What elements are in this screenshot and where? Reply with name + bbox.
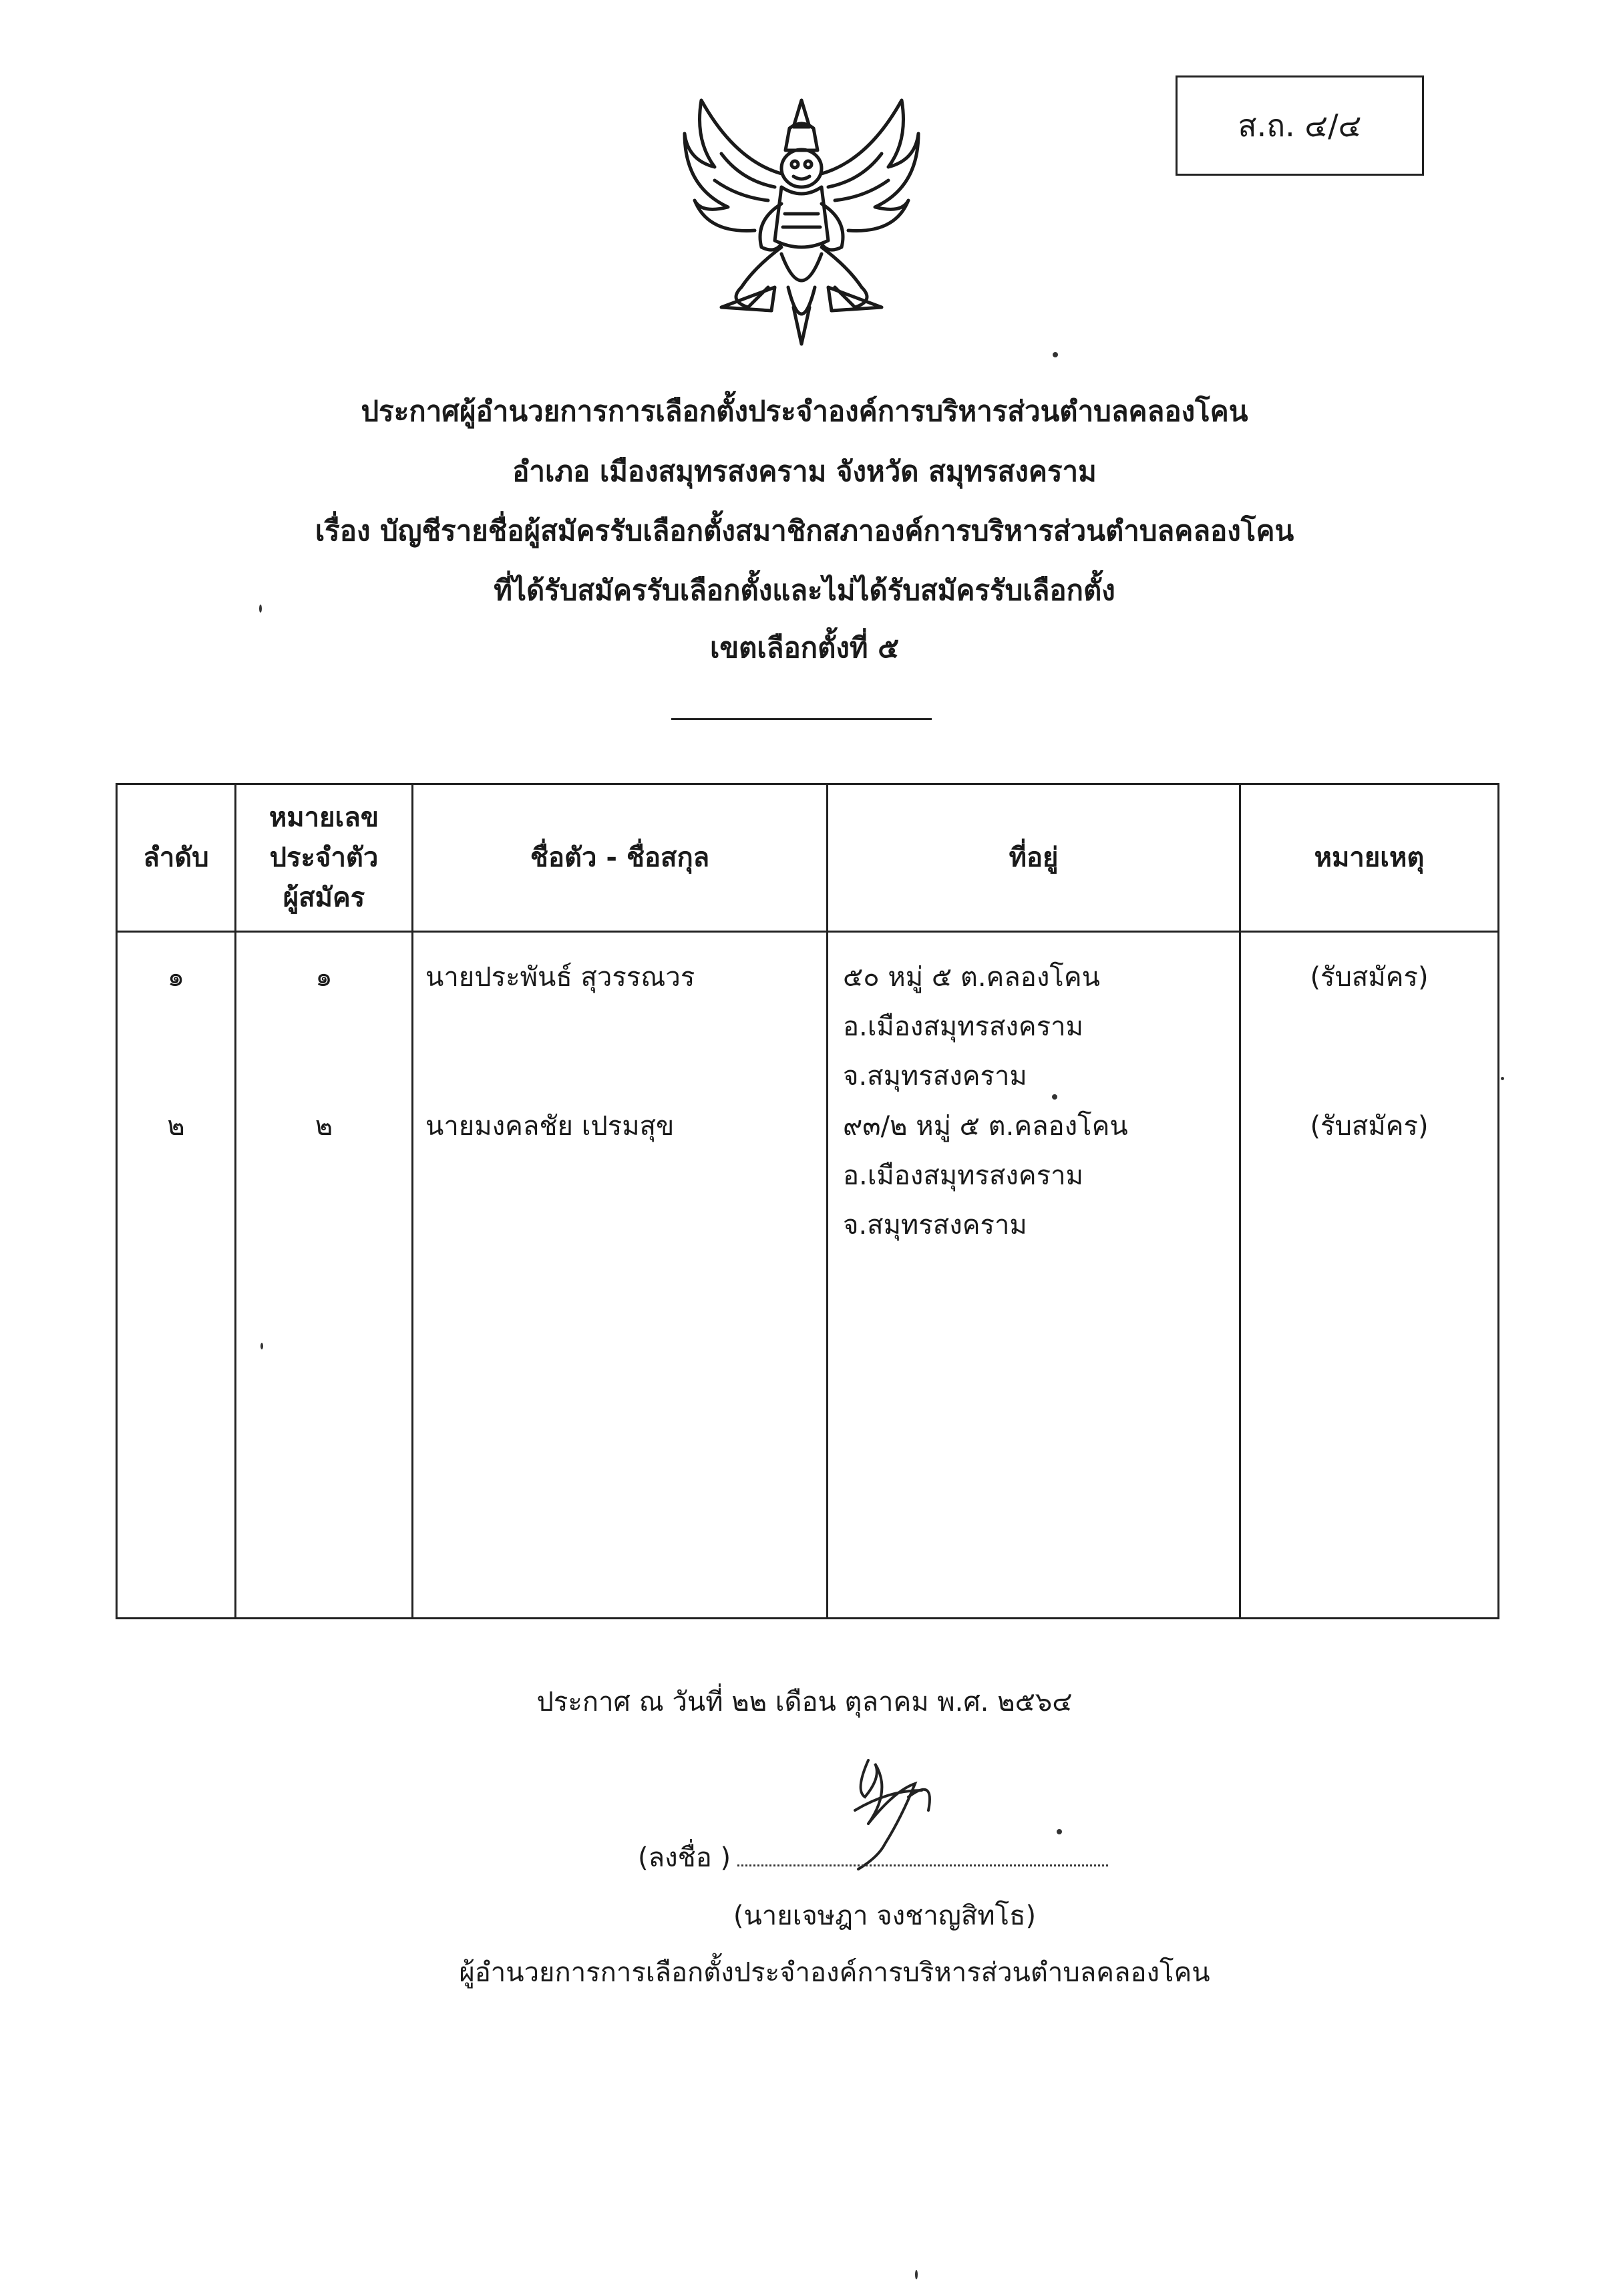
announcement-subject: เรื่อง บัญชีรายชื่อผู้สมัครรับเลือกตั้งสมาชิกสภาองค์การบริหารส่วนตำบลคลองโคน — [315, 514, 1294, 547]
scan-speck — [1057, 1829, 1062, 1834]
signature-dotted-line — [737, 1840, 1108, 1866]
header-address: ที่อยู่ — [828, 784, 1240, 932]
cell-order: ๒ — [117, 1102, 236, 1251]
scan-speck — [1052, 1094, 1057, 1100]
candidates-table — [116, 783, 1499, 1619]
scan-speck — [915, 2270, 918, 2279]
signature-line — [638, 1836, 1108, 1878]
header-order: ลำดับ — [117, 784, 236, 932]
address-line: จ.สมุทรสงคราม — [843, 1210, 1027, 1241]
address-line: อ.เมืองสมุทรสงคราม — [843, 1160, 1083, 1191]
announcement-heading-line-1: ประกาศผู้อำนวยการการเลือกตั้งประจำองค์การบริหารส่วนตำบลคลองโคน — [361, 395, 1248, 428]
announcement-subject-line-2: ที่ได้รับสมัครรับเลือกตั้งและไม่ได้รับสมัครรับเลือกตั้ง — [494, 574, 1115, 607]
header-candidate-number — [236, 784, 413, 932]
table-row — [117, 1102, 1499, 1251]
signer-name: (นายเจษฎา จงชาญสิทโธ) — [733, 1901, 1037, 1931]
signature-label: (ลงชื่อ ) — [638, 1842, 731, 1873]
electoral-district: เขตเลือกตั้งที่ ๕ — [710, 631, 899, 664]
cell-name: นายมงคลชัย เปรมสุข — [413, 1102, 828, 1251]
address-line: ๕๐ หมู่ ๕ ต.คลองโคน — [843, 962, 1100, 993]
header-remark: หมายเหตุ — [1240, 784, 1499, 932]
address-line: จ.สมุทรสงคราม — [843, 1061, 1027, 1092]
announcement-date: ประกาศ ณ วันที่ ๒๒ เดือน ตุลาคม พ.ศ. ๒๕๖๔ — [536, 1687, 1073, 1717]
table-empty-row — [117, 1251, 1499, 1619]
scan-speck — [1501, 1077, 1504, 1080]
header-number-line: ประจำตัว — [269, 842, 379, 873]
announcement-heading-line-2: อำเภอ เมืองสมุทรสงคราม จังหวัด สมุทรสงคราม — [512, 455, 1097, 488]
address-line: อ.เมืองสมุทรสงคราม — [843, 1011, 1083, 1042]
header-number-line: หมายเลข — [269, 802, 379, 833]
scan-speck — [259, 605, 262, 613]
cell-address — [828, 1102, 1240, 1251]
cell-address — [828, 932, 1240, 1102]
form-code: ส.ถ. ๔/๔ — [1238, 107, 1362, 144]
address-line: ๙๓/๒ หมู่ ๕ ต.คลองโคน — [843, 1111, 1128, 1142]
cell-candidate-number: ๑ — [236, 932, 413, 1102]
table-row — [117, 932, 1499, 1102]
table-header-row — [117, 784, 1499, 932]
form-code-box — [1176, 75, 1424, 176]
heading-divider — [671, 718, 932, 720]
scan-speck — [1053, 352, 1058, 357]
signer-title: ผู้อำนวยการการเลือกตั้งประจำองค์การบริหารส่วนตำบลคลองโคน — [459, 1957, 1210, 1988]
cell-candidate-number: ๒ — [236, 1102, 413, 1251]
cell-remark: (รับสมัคร) — [1240, 1102, 1499, 1251]
header-name: ชื่อตัว - ชื่อสกุล — [413, 784, 828, 932]
cell-name: นายประพันธ์ สุวรรณวร — [413, 932, 828, 1102]
header-number-line: ผู้สมัคร — [283, 882, 365, 913]
cell-remark: (รับสมัคร) — [1240, 932, 1499, 1102]
scan-speck — [260, 1343, 263, 1349]
cell-order: ๑ — [117, 932, 236, 1102]
garuda-emblem-icon — [675, 87, 928, 347]
